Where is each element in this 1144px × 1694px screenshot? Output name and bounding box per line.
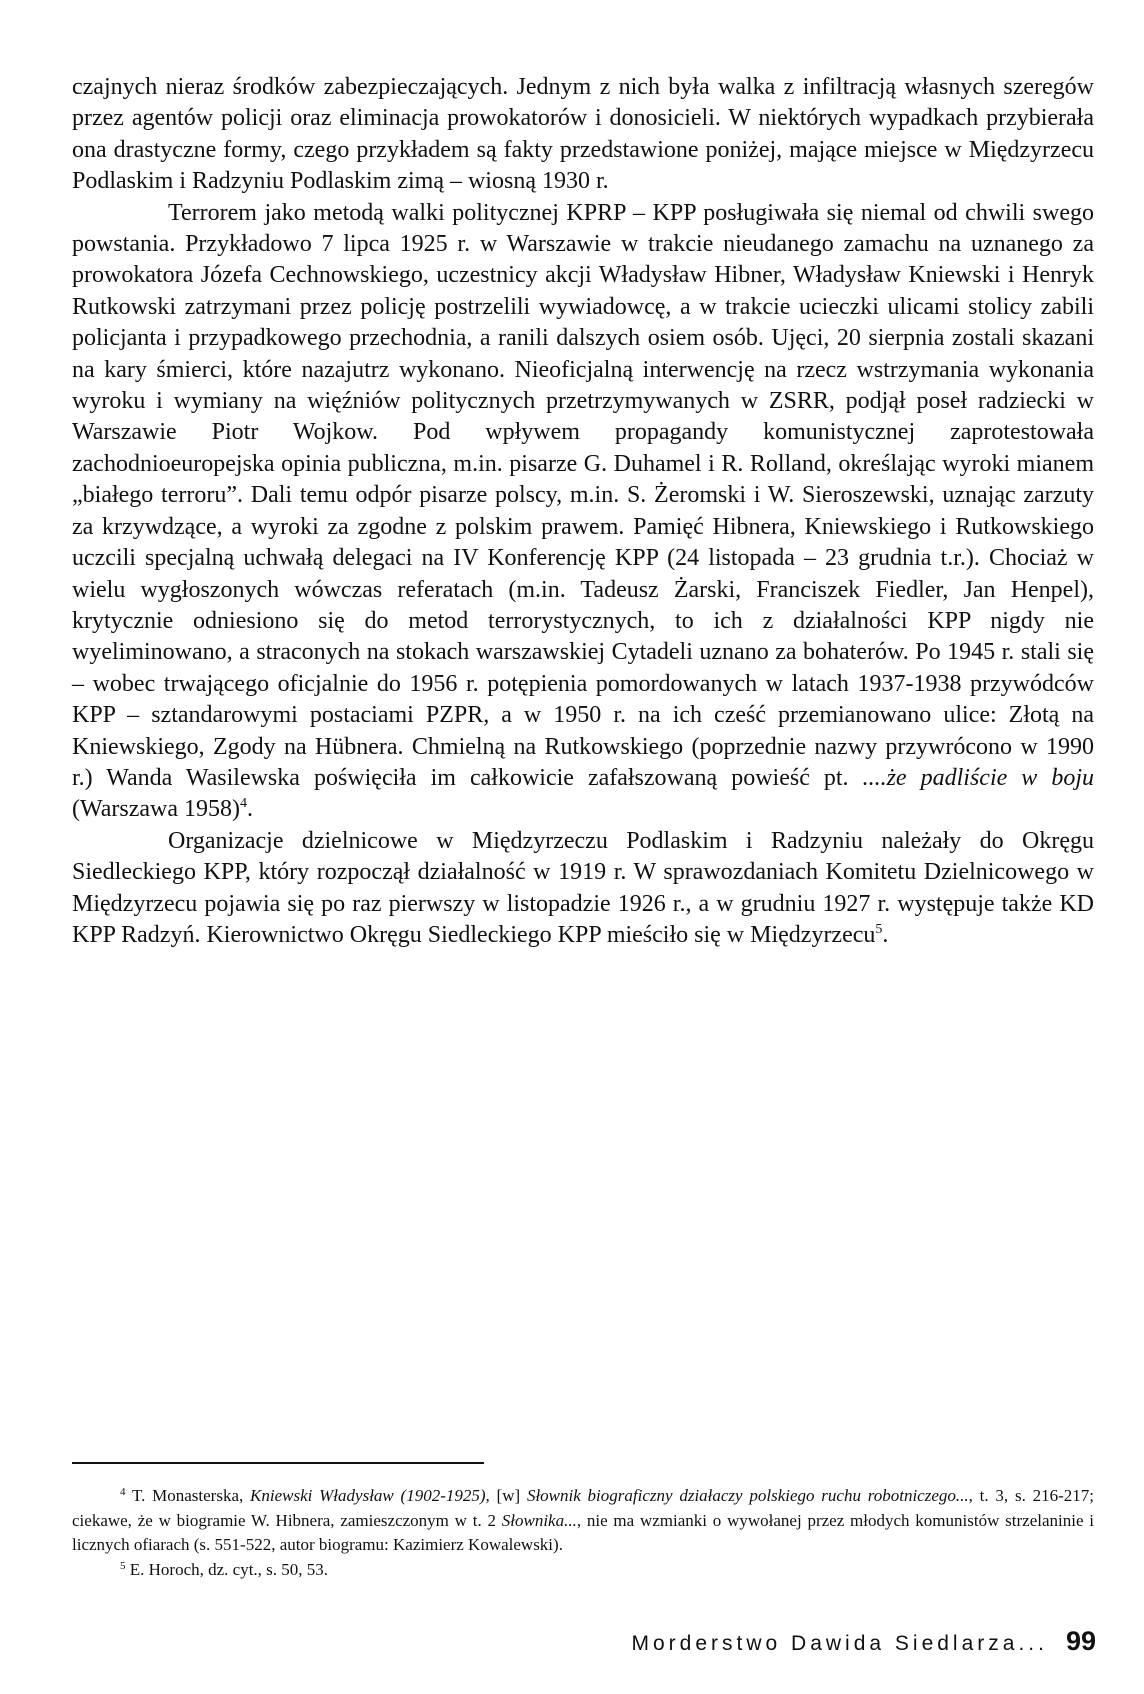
paragraph-1-text: czajnych nieraz środków zabezpieczających. Jednym z nich była walka z infiltracją własnych szeregów przez agentów policji oraz eliminacja prowokatorów i donosicieli. W niektórych wypadkach przybierała ona drastyczne formy, czego przykładem są fakty przedstawione poniżej, mające miejsce w Międzyrzecu Podlaskim i Radzyniu Podlaskim zimą – wiosną 1930 r. xyxy=(72,74,1094,195)
page-number: 99 xyxy=(1065,1626,1096,1656)
footnote-5-marker: 5 xyxy=(120,1559,126,1572)
main-text xyxy=(72,72,1094,951)
footnote-4-text: , t. 3, s. 216-217; ciekawe, że w biogramie W. Hibnera, zamieszczonym w t. 2 xyxy=(72,1486,1094,1530)
footnote-5-text: E. Horoch, dz. cyt., s. 50, 53. xyxy=(125,1559,329,1579)
paragraph-2-text: Terrorem jako metodą walki politycznej KPRP – KPP posługiwała się niemal od chwili swego powstania. Przykładowo 7 lipca 1925 r. w Warszawie w trakcie nieudanego zamachu na uznanego za prowokatora Józefa Cechnowskiego, uczestnicy akcji Władysław Hibner, Władysław Kniewski i Henryk Rutkowski zatrzymani przez policję postrzelili wywiadowcę, a w trakcie ucieczki ulicami stolicy zabili policjanta i przypadkowego przechodnia, a ranili dalszych osiem osób. Ujęci, 20 sierpnia zostali skazani na kary śmierci, które nazajutrz wykonano. Nieoficjalną interwencję na rzecz wstrzymania wykonania wyroku i wymiany na więźniów politycznych przetrzymywanych w ZSRR, podjął poseł radziecki w Warszawie Piotr Wojkow. Pod wpływem propagandy komunistycznej zaprotestowała zachodnioeuropejska opinia publiczna, m.in. pisarze G. Duhamel i R. Rolland, określając wyroki mianem „białego terroru”. Dali temu odpór pisarze polscy, m.in. S. Żeromski i W. Sieroszewski, uznając zarzuty za krzywdzące, a wyroki za zgodne z polskim prawem. Pamięć Hibnera, Kniewskiego i Rutkowskiego uczcili specjalną uchwałą delegaci na IV Konferencję KPP (24 listopada – 23 grudnia t.r.). Chociaż w wielu wygłoszonych wówczas referatach (m.in. Tadeusz Żarski, Franciszek Fiedler, Jan Henpel), krytycznie odniesiono się do metod terrorystycznych, to ich z działalności KPP nigdy nie wyeliminowano, a straconych na stokach warszawskiej Cytadeli uznano za bohaterów. Po 1945 r. stali się – wobec trwającego oficjalnie do 1956 r. potępienia pomordowanych w latach 1937-1938 przywódców KPP – sztandarowymi postaciami PZPR, a w 1950 r. na ich cześć przemianowano ulice: Złotą na Kniewskiego, Zgody na Hübnera. Chmielną na Rutkowskiego (poprzednie nazwy przywrócono w 1990 r.) Wanda Wasilewska poświęciła im całkowicie zafałszowaną powieść pt. xyxy=(72,199,1094,791)
footnote-separator xyxy=(72,1462,484,1464)
footnote-4-title: Kniewski Władysław (1902-1925) xyxy=(250,1486,486,1505)
footnote-4-marker: 4 xyxy=(120,1486,126,1498)
footnote-4-rest: , nie ma wzmianki o wywołanej przez młodych komunistów strzelaninie i licznych ofiarach (s. 551-522, autor biogramu: Kazimierz Kowalewski). xyxy=(72,1510,1094,1554)
footnotes xyxy=(72,1484,1094,1582)
footnote-4-author: T. Monasterska, xyxy=(125,1486,251,1505)
paragraph-1 xyxy=(72,72,1094,198)
running-footer xyxy=(632,1626,1097,1662)
footnote-4-source: Słownik biograficzny działaczy polskiego ruchu robotniczego... xyxy=(526,1486,969,1505)
running-title: Morderstwo Dawida Siedlarza... xyxy=(631,1632,1048,1655)
footnote-ref-5: 5 xyxy=(875,921,883,937)
footnote-5 xyxy=(72,1558,1094,1583)
paragraph-2-end: . xyxy=(247,796,253,823)
novel-title: ....że padliście w boju xyxy=(862,764,1094,791)
footnote-ref-4: 4 xyxy=(240,796,247,812)
footnote-4-mid: , [w] xyxy=(485,1486,527,1505)
footnote-4 xyxy=(72,1484,1094,1558)
paragraph-3-end: . xyxy=(882,921,889,948)
paragraph-2-tail: (Warszawa 1958) xyxy=(72,796,240,823)
footnote-4-source-2: Słownika... xyxy=(501,1510,577,1530)
paragraph-2 xyxy=(72,198,1094,826)
paragraph-3-text: Organizacje dzielnicowe w Międzyrzeczu Podlaskim i Radzyniu należały do Okręgu Siedleckiego KPP, który rozpoczął działalność w 1919 r. W sprawozdaniach Komitetu Dzielnicowego w Międzyrzecu pojawia się po raz pierwszy w listopadzie 1926 r., a w grudniu 1927 r. występuje także KD KPP Radzyń. Kierownictwo Okręgu Siedleckiego KPP mieściło się w Międzyrzecu xyxy=(72,827,1094,948)
paragraph-3 xyxy=(72,826,1094,952)
